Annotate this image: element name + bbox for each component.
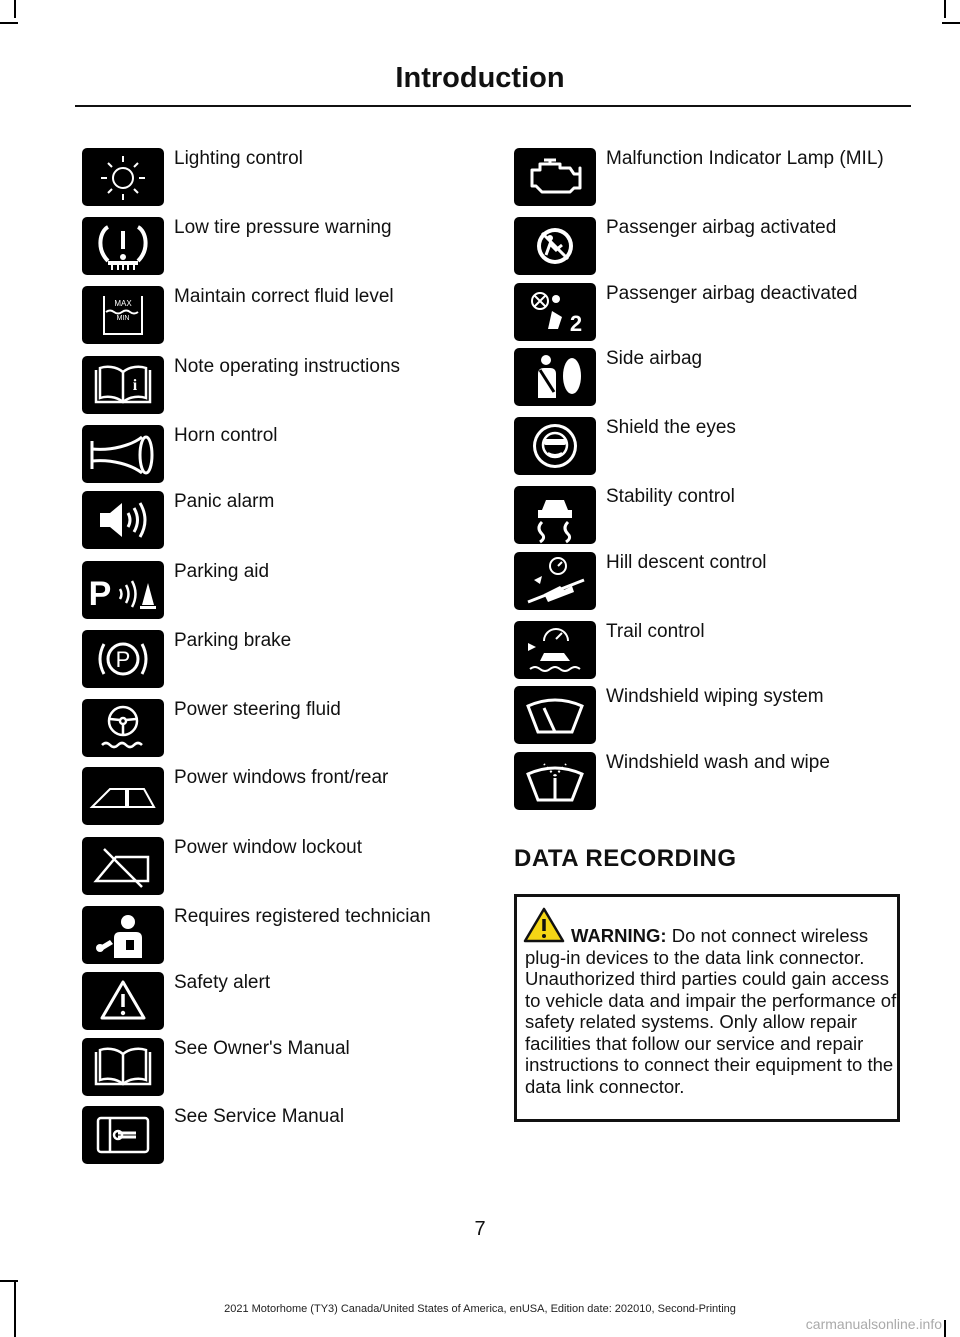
stability-control-icon	[514, 486, 596, 544]
symbol-label: Horn control	[174, 425, 278, 446]
symbol-label: Low tire pressure warning	[174, 217, 392, 238]
service-manual-icon	[82, 1106, 164, 1164]
edition-line: 2021 Motorhome (TY3) Canada/United States of America, enUSA, Edition date: 202010, Second-Printing	[224, 1303, 736, 1315]
horn-icon	[82, 425, 164, 483]
side-airbag-icon	[514, 348, 596, 406]
svg-text:P: P	[115, 647, 131, 672]
page-title: Introduction	[395, 62, 565, 94]
airbag-activated-icon	[514, 217, 596, 275]
crop-mark	[944, 0, 946, 18]
watermark: carmanualsonline.info	[805, 1316, 942, 1332]
symbol-label: Lighting control	[174, 148, 303, 169]
symbol-label: Parking aid	[174, 561, 270, 582]
operating-instructions-icon	[82, 356, 164, 414]
symbol-label: Shield the eyes	[606, 417, 736, 438]
symbol-label: Safety alert	[174, 972, 271, 993]
svg-text:P: P	[88, 575, 112, 613]
fluid-level-icon	[82, 286, 164, 344]
symbol-label: Windshield wash and wipe	[606, 752, 830, 773]
parking-brake-icon	[82, 630, 164, 688]
symbol-label: Side airbag	[606, 348, 703, 369]
engine-icon	[514, 148, 596, 206]
warning-label: WARNING:	[571, 925, 667, 946]
warning-body: Do not connect wireless plug-in devices to the data link connector. Unauthorized third parties could gain access to vehicle data and impair the performance of safety related systems. Only allow repair facilities that follow our service and repair instructions to connect their equipment to the data link connector.	[525, 925, 897, 1097]
symbol-label: Passenger airbag activated	[606, 217, 837, 238]
power-windows-icon	[82, 767, 164, 825]
wash-wipe-icon	[514, 752, 596, 810]
panic-alarm-icon	[82, 491, 164, 549]
shield-eyes-icon	[514, 417, 596, 475]
symbol-label: Power steering fluid	[174, 699, 341, 720]
svg-text:2: 2	[569, 311, 583, 336]
lighting-control-icon	[82, 148, 164, 206]
technician-icon	[82, 906, 164, 964]
hill-descent-icon	[514, 552, 596, 610]
symbol-label: Panic alarm	[174, 491, 275, 512]
svg-text:MIN: MIN	[116, 315, 130, 322]
symbol-label: Note operating instructions	[174, 356, 401, 377]
window-lockout-icon	[82, 837, 164, 895]
page-number: 7	[474, 1218, 486, 1240]
wiper-icon	[514, 686, 596, 744]
airbag-deactivated-icon	[514, 283, 596, 341]
symbol-label: Requires registered technician	[174, 906, 431, 927]
symbol-label: Malfunction Indicator Lamp (MIL)	[606, 148, 884, 169]
trail-control-icon	[514, 621, 596, 679]
symbol-label: Power windows front/rear	[174, 767, 389, 788]
crop-mark	[942, 22, 960, 24]
svg-text:i: i	[132, 377, 138, 394]
section-heading: DATA RECORDING	[514, 845, 737, 872]
symbol-label: Hill descent control	[606, 552, 767, 573]
tire-pressure-icon	[82, 217, 164, 275]
symbol-label: Windshield wiping system	[606, 686, 824, 707]
crop-mark	[944, 1320, 946, 1337]
symbol-label: See Service Manual	[174, 1106, 345, 1127]
warning-box	[514, 894, 900, 1122]
safety-alert-icon	[82, 972, 164, 1030]
svg-text:MAX: MAX	[114, 299, 132, 308]
warning-text	[525, 925, 897, 1097]
title-divider	[75, 105, 911, 107]
crop-mark	[14, 0, 16, 18]
symbol-label: Stability control	[606, 486, 735, 507]
crop-mark	[0, 22, 18, 24]
symbol-label: Trail control	[606, 621, 705, 642]
owners-manual-icon	[82, 1038, 164, 1096]
symbol-label: See Owner's Manual	[174, 1038, 350, 1059]
power-steering-icon	[82, 699, 164, 757]
symbol-label: Power window lockout	[174, 837, 362, 858]
symbol-label: Maintain correct fluid level	[174, 286, 394, 307]
symbol-label: Passenger airbag deactivated	[606, 283, 858, 304]
crop-mark	[0, 1280, 18, 1282]
parking-aid-icon	[82, 561, 164, 619]
symbol-label: Parking brake	[174, 630, 292, 651]
